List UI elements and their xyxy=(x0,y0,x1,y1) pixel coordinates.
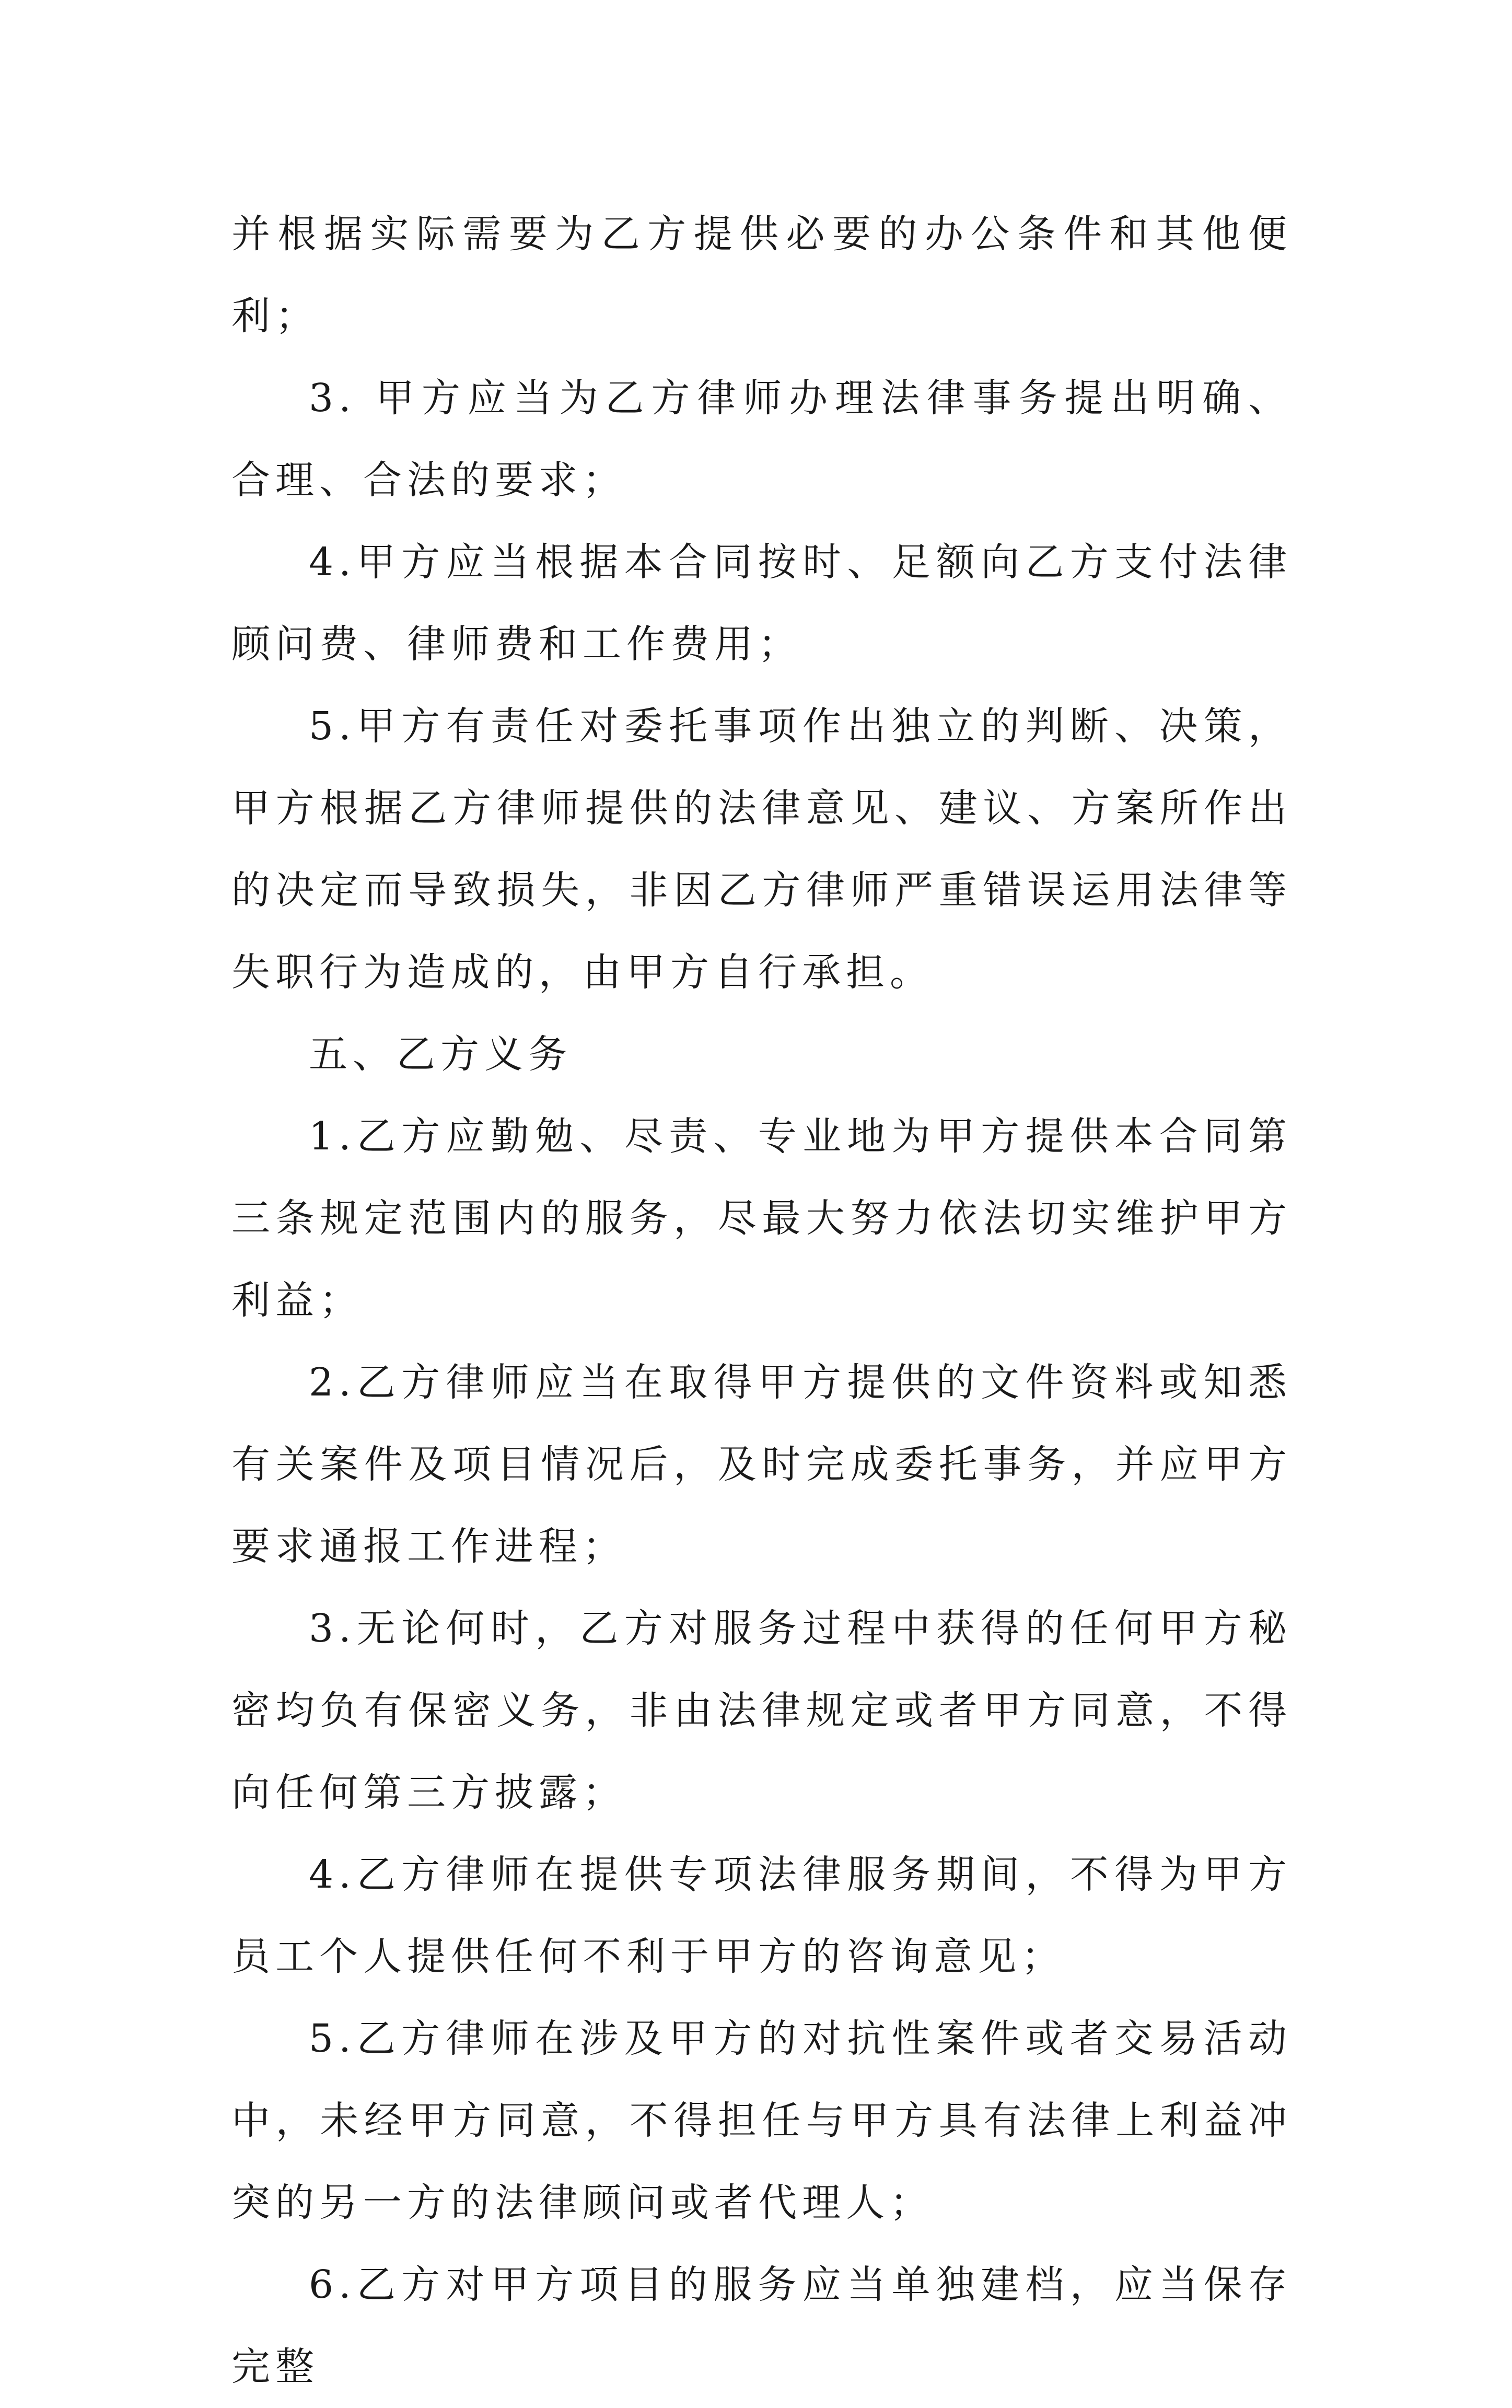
paragraph-item-5: 5.甲方有责任对委托事项作出独立的判断、决策，甲方根据乙方律师提供的法律意见、建议、方案所作出的决定而导致损失，非因乙方律师严重错误运用法律等失职行为造成的，由甲方自行承担。 xyxy=(231,704,1292,995)
paragraph-b-item-5: 5.乙方律师在涉及甲方的对抗性案件或者交易活动中，未经甲方同意，不得担任与甲方具有法律上利益冲突的另一方的法律顾问或者代理人； xyxy=(231,2016,1292,2225)
paragraph-item-3: 3. 甲方应当为乙方律师办理法律事务提出明确、合理、合法的要求； xyxy=(231,376,1292,503)
paragraph-b-item-4: 4.乙方律师在提供专项法律服务期间，不得为甲方员工个人提供任何不利于甲方的咨询意见； xyxy=(231,1852,1292,1979)
document-body xyxy=(231,193,1292,2408)
paragraph-item-4: 4.甲方应当根据本合同按时、足额向乙方支付法律顾问费、律师费和工作费用； xyxy=(231,540,1292,667)
section-heading-party-b-obligations: 五、乙方义务 xyxy=(309,1032,572,1077)
paragraph-b-item-3: 3.无论何时，乙方对服务过程中获得的任何甲方秘密均负有保密义务，非由法律规定或者甲方同意，不得向任何第三方披露； xyxy=(231,1606,1292,1815)
paragraph-b-item-1: 1.乙方应勤勉、尽责、专业地为甲方提供本合同第三条规定范围内的服务，尽最大努力依法切实维护甲方利益； xyxy=(231,1114,1292,1323)
paragraph-b-item-6: 6.乙方对甲方项目的服务应当单独建档，应当保存完整 xyxy=(231,2262,1292,2389)
paragraph-b-item-2: 2.乙方律师应当在取得甲方提供的文件资料或知悉有关案件及项目情况后，及时完成委托事务，并应甲方要求通报工作进程； xyxy=(231,1360,1292,1569)
paragraph-continuation: 并根据实际需要为乙方提供必要的办公条件和其他便利； xyxy=(231,212,1292,339)
